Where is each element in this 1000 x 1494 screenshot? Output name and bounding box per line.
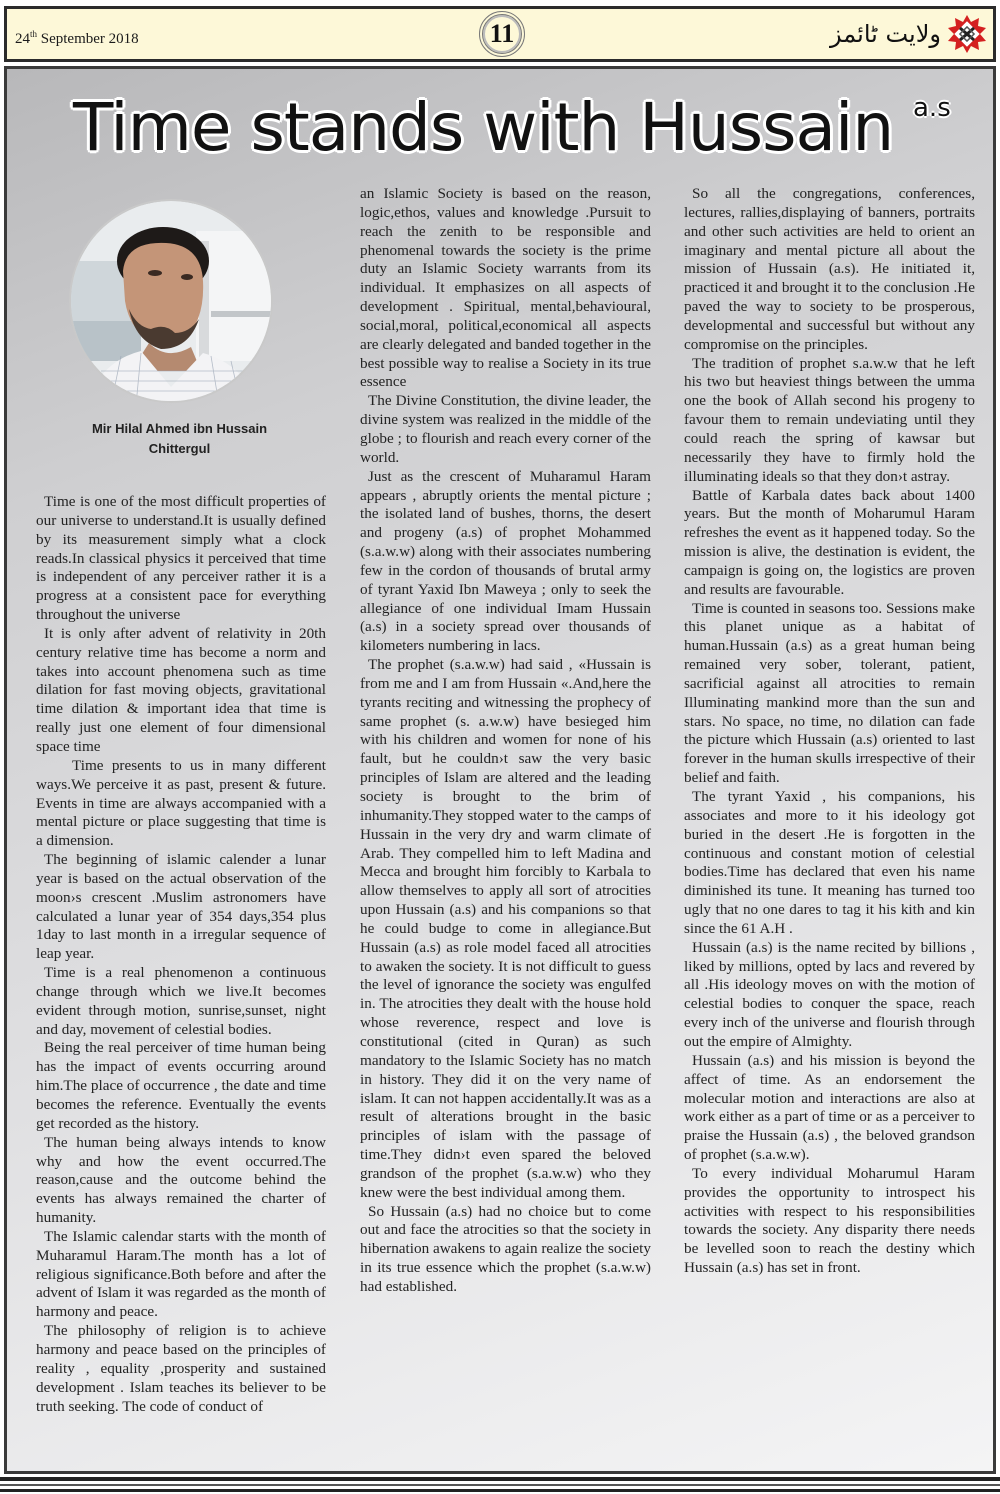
paragraph: The tyrant Yaxid , his companions, his associates and more to it his ideology got buried in the desert .He is forgotten in the continuous and constant motion of celestial bodies.Time has declared that even his name diminished its tune. It meaning has turned too ugly that no one dares to tag it his kith and kin since the 61 A.H . xyxy=(684,788,975,937)
article-panel xyxy=(4,66,996,1474)
footer-rule xyxy=(0,1489,1000,1492)
logo-emblem-icon xyxy=(947,14,987,54)
paragraph: Time is counted in seasons too. Sessions make this planet unique as a habitat of human.Hussain (a.s) as a great human being remained very sober, tolerant, patient, sacrificial against all atrocities to remain Illuminating mankind more than the sun and stars. No space, no time, no dilation can fade the picture which Hussain (a.s) oriented to last forever in the human skulls irrespective of their belief and faith. xyxy=(684,599,975,787)
paragraph: an Islamic Society is based on the reason, logic,ethos, values and knowledge .Pursuit to reach the zenith to be responsible and phenomenal towards the society is the prime duty an Islamic Society warrants from its individual. It emphasizes on all aspects of development . Spiritual, mental,behavioural, social,moral, political,economical all aspects are clearly delegated and banded together in the best possible way to realise a Society in its true essence xyxy=(360,185,651,391)
logo-urdu-text: ولایت ٹائمز xyxy=(830,20,941,48)
date-day: 24 xyxy=(15,31,30,47)
paragraph: The beginning of islamic calender a lunar year is based on the actual observation of the moon›s crescent .Muslim astronomers have calculated a lunar year of 354 days,354 plus 1day to last month in a irregular sequence of leap year. xyxy=(36,851,326,963)
paragraph: The Islamic calendar starts with the month of Muharamul Haram.The month has a lot of religious significance.Both before and after the advent of Islam it was regarded as the month of harmony and peace. xyxy=(36,1227,326,1321)
newspaper-logo xyxy=(830,11,987,57)
issue-date xyxy=(15,29,139,48)
paragraph: The philosophy of religion is to achieve harmony and peace based on the principles of reality , equality ,prosperity and sustained development . Islam teaches its believer to be truth seeking. The code of conduct of xyxy=(36,1322,326,1415)
paragraph: Hussain (a.s) is the name recited by billions , liked by millions, opted by lacs and revered by all .His ideology moves on with the motion of celestial bodies to conquer the space, reach every inch of the universe and flourish through out the empire of Almighty. xyxy=(684,938,975,1050)
headline-honorific: a.s xyxy=(913,93,951,123)
footer-rule xyxy=(0,1477,1000,1481)
author-location: Chittergul xyxy=(148,441,211,456)
paragraph: The human being always intends to know why and how the event occurred.The reason,cause and the outcome behind the events has always remained the charter of humanity. xyxy=(36,1133,326,1227)
date-rest: September 2018 xyxy=(37,31,139,47)
paragraph: Just as the crescent of Muharamul Haram appears , abruptly orients the mental picture ; the isolated land of bushes, thorns, the desert and progeny (a.s) of prophet Mohammed (s.a.w.w) along with their associates numbering few in the cordon of thousands of brutal army of tyrant Yaxid Ibn Maweya ; only to seek the allegiance of one individual Imam Hussain (a.s) in a society spread over thousands of kilometers numbering in lacs. xyxy=(360,467,651,655)
paragraph: To every individual Moharumul Haram provides the opportunity to introspect his activities with respect to his responsibilities towards the society. Any disparity there needs be levelled soon to reach the destiny which Hussain (a.s) has set in front. xyxy=(684,1164,975,1277)
paragraph: The tradition of prophet s.a.w.w that he left his two but heaviest things between the umma one the book of Allah second his progeny to favour them to remain undeviating until they could reach the spring of kawsar but necessarily they have to firmly hold the illuminating ideals so that they don›t astray. xyxy=(684,354,975,485)
author-photo xyxy=(69,199,273,403)
paragraph: Time is one of the most difficult properties of our universe to understand.It is usually defined by its measurement simply what a clock reads.In classical physics it perceived that time is independent of any perceiver rather it is a progress at a consistent pace for everything throughout the universe xyxy=(36,493,326,624)
author-byline xyxy=(27,419,332,459)
paragraph: Being the real perceiver of time human being has the impact of events occurring around him.The place of occurrence , the date and time becomes the reference. Eventually the events get recorded as the history. xyxy=(36,1039,326,1132)
paragraph: Time is a real phenomenon a continuous change through which we live.It becomes evident through motion, sunrise,sunset, night and day, movement of celestial bodies. xyxy=(36,964,326,1038)
footer-rule xyxy=(0,1484,1000,1486)
paragraph: So all the congregations, conferences, lectures, rallies,displaying of banners, portraits and other such activities are held to orient an imaginary and mental picture all about the mission of Hussain (a.s). He initiated it, practiced it and brought it to the conclusion .He paved the way to society to be prosperous, developmental and successful but without any compromise on the principles. xyxy=(684,185,975,353)
page-number-badge xyxy=(479,11,525,57)
paragraph: Time presents to us in many different ways.We perceive it as past, present & future. Events in time are always accompanied with a mental picture or place suggesting that time is a dimension. xyxy=(36,756,326,850)
paragraph: It is only after advent of relativity in 20th century relative time has become a norm and takes into account phenomena such as time dilation for fast moving objects, gravitational time dilation & important idea that time is really just one element of four dimensional space time xyxy=(36,624,326,755)
paragraph: So Hussain (a.s) had no choice but to come out and face the atrocities so that the society in hibernation awakens to again realize the society in its true essence which the prophet (s.a.w.w) had established. xyxy=(360,1202,651,1295)
paragraph: The prophet (s.a.w.w) had said , «Hussain is from me and I am from Hussain «.And,here the tyrants reciting and witnessing the prophecy of same prophet (s. a.w.w) have besieged him with his children and women for none of his fault, but he couldn›t saw the very basic principles of Islam are altered and the leading society is brought to the brim of inhumanity.They stopped water to the camps of Hussain in the very dry and warm climate of Arab. They compelled him to left Madina and Mecca and brought him forcibly to Karbala to allow themselves to apply all sort of atrocities upon Hussain (a.s) and his companions so that he could budge to come in allegiance.But Hussain (a.s) as role model faced all atrocities to awaken the society. It is not difficult to guess the level of ignorance the society was engulfed in. The atrocities they dealt with the house hold whose reverence, respect and love is constitutional (cited in Quran) as such mandatory to the Islamic Society has no match in history. They did it on the very name of islam. It can not happen accidentally.It was as a result of alterations brought in the basic principles of islam with the passage of time.They didn›t even spared the beloved grandson of the prophet (s.a.w.w) who they knew were the best individual among them. xyxy=(360,656,651,1201)
paragraph: Battle of Karbala dates back about 1400 years. But the month of Moharumul Haram refreshes the event as it happened today. So the mission is alive, the destination is evident, the campaign is going on, the logistics are proven and results are favourable. xyxy=(684,486,975,598)
masthead xyxy=(4,6,996,62)
article-column-3 xyxy=(684,185,975,1278)
paragraph: Hussain (a.s) and his mission is beyond the affect of time. As an endorsement the molecular motion and interactions are also at work either as a part of time or as a perceiver to praise the Hussain (a.s) , the beloved grandson of prophet (s.a.w.w). xyxy=(684,1051,975,1164)
article-column-2 xyxy=(360,185,651,1297)
paragraph: The Divine Constitution, the divine leader, the divine system was realized in the middle of the globe ; to flourish and reach every corner of the world. xyxy=(360,392,651,466)
divider xyxy=(0,63,1000,65)
author-name: Mir Hilal Ahmed ibn Hussain xyxy=(91,421,268,436)
article-column-1 xyxy=(36,493,326,1416)
page-number: 11 xyxy=(489,19,515,48)
date-suffix: th xyxy=(30,29,38,39)
article-headline: Time stands with Hussain xyxy=(73,89,894,166)
